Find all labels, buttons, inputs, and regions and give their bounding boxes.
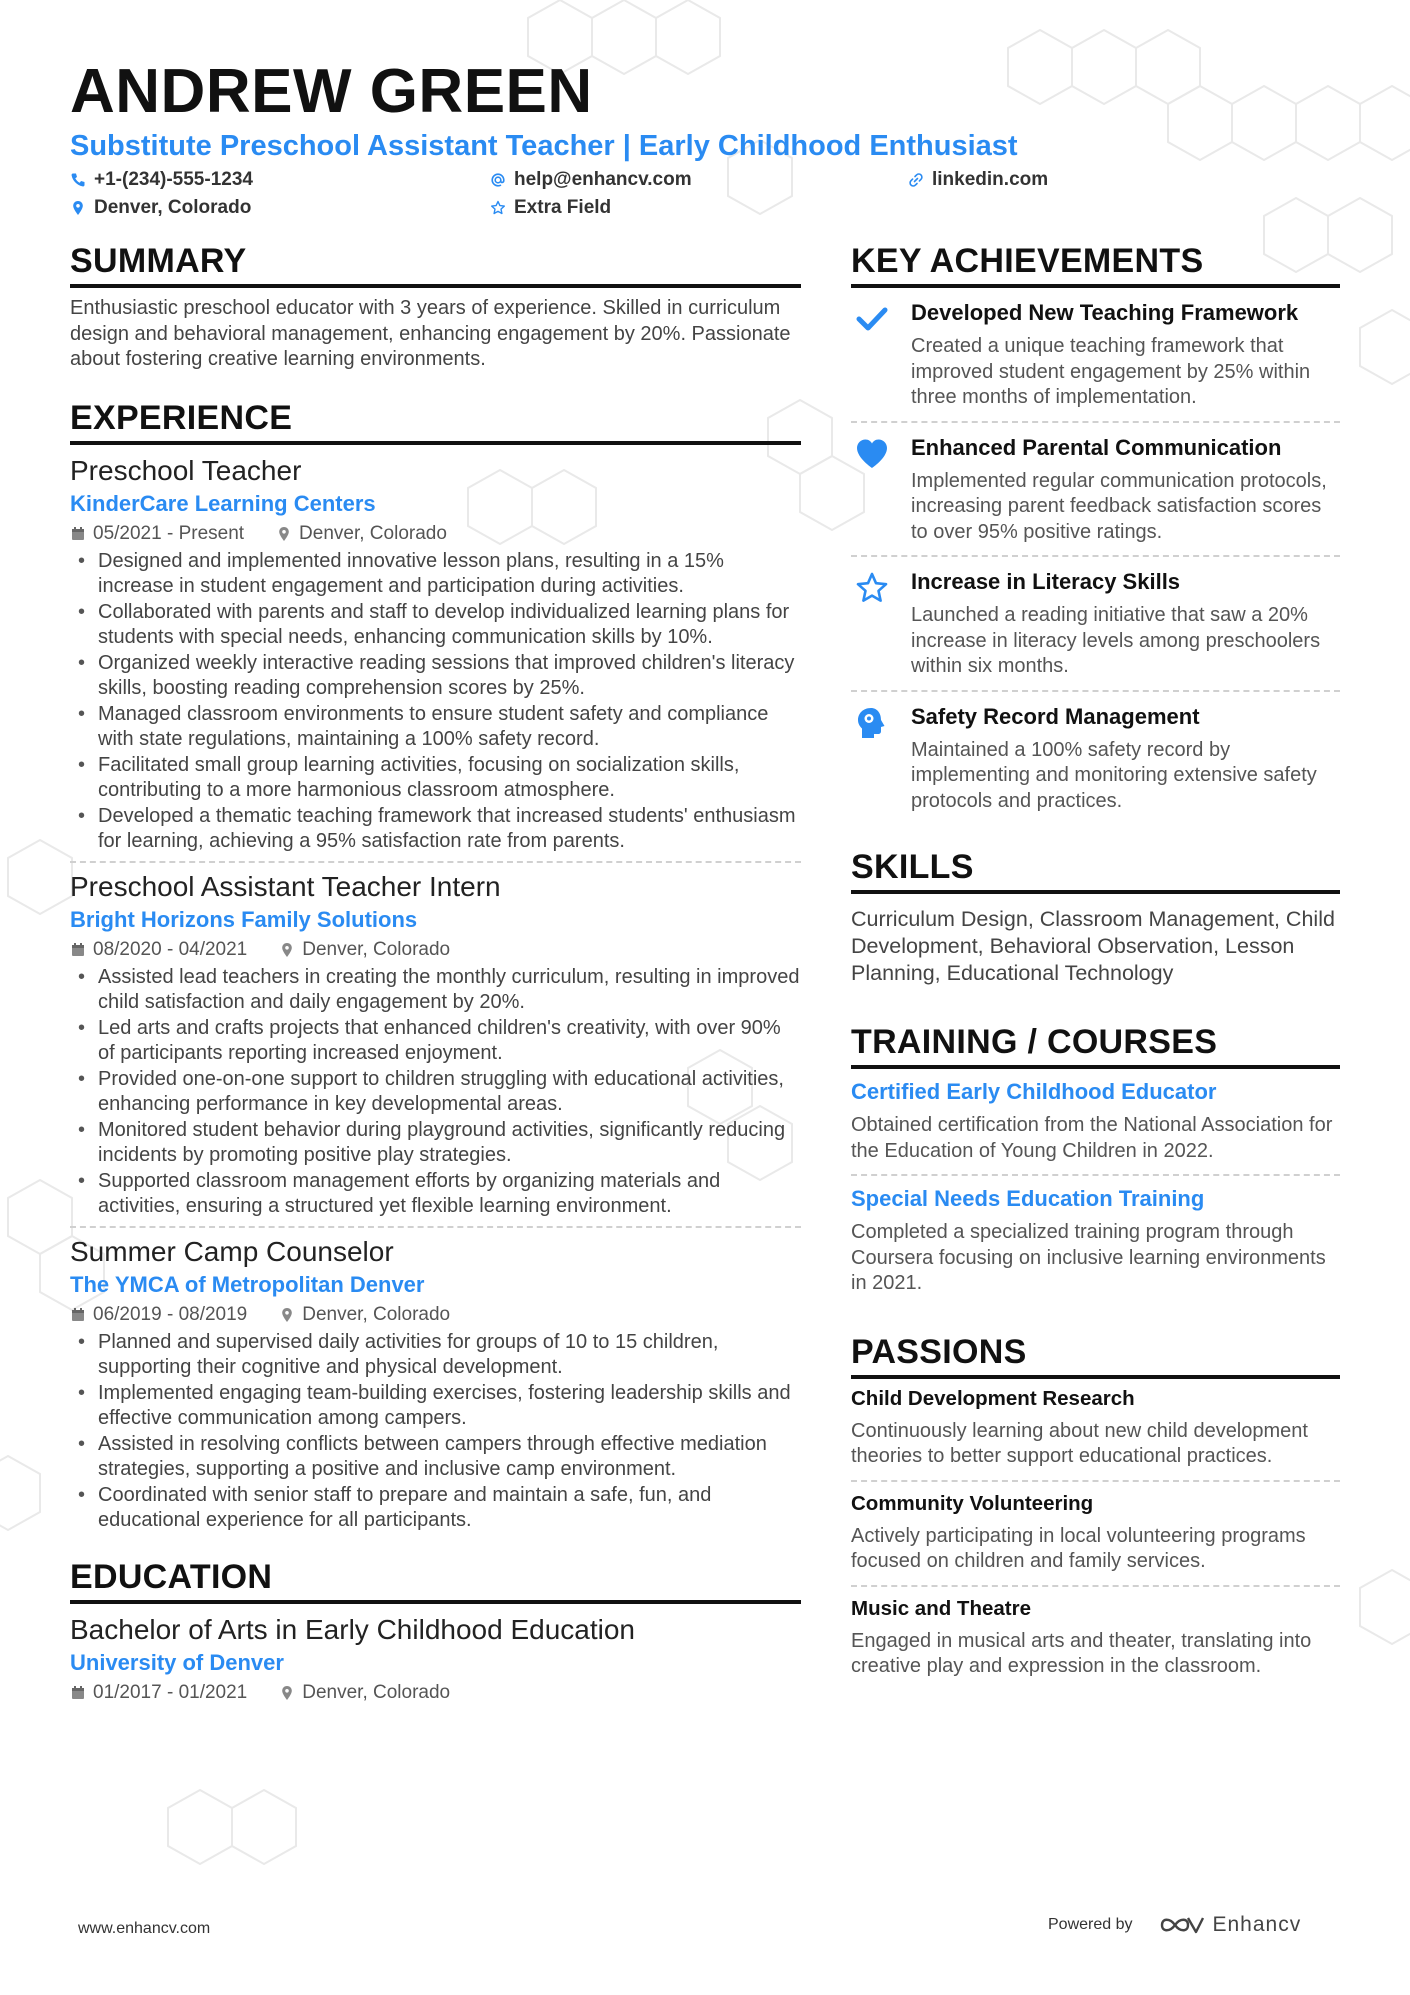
bullet: • Organized weekly interactive reading sessions that improved children's literacy skills, boosting reading comprehension scores by 25%. <box>70 651 801 702</box>
bullet: • Facilitated small group learning activities, focusing on socialization skills, contributing to a more harmonious classroom atmosphere. <box>70 753 801 804</box>
star-outline-icon <box>490 200 506 216</box>
achievement-desc: Implemented regular communication protocols, increasing parent feedback satisfaction scores to over 95% positive ratings. <box>911 469 1327 543</box>
bullet: • Developed a thematic teaching framework that increased students' enthusiasm for learning, achieving a 95% satisfaction rate from parents. <box>70 804 801 855</box>
education-entry <box>70 1604 801 1706</box>
training-title: Certified Early Childhood Educator <box>851 1079 1217 1104</box>
location-pin-icon <box>276 526 292 542</box>
footer-powered-by <box>1048 1912 1301 1938</box>
school: University of Denver <box>70 1649 284 1675</box>
bullet: • Assisted lead teachers in creating the monthly curriculum, resulting in improved child satisfaction and daily engagement by 20%. <box>70 965 801 1016</box>
brand-name: Enhancv <box>1212 1913 1302 1936</box>
achievement-title: Safety Record Management <box>911 703 1200 729</box>
achievement-item <box>851 692 1340 825</box>
job-meta <box>70 1302 801 1328</box>
passion-title: Community Volunteering <box>851 1491 1094 1515</box>
candidate-title: Substitute Preschool Assistant Teacher | Early Childhood Enthusiast <box>70 130 1018 162</box>
education-location: Denver, Colorado <box>302 1681 451 1703</box>
email-address: help@enhancv.com <box>514 169 692 190</box>
experience-entry <box>70 445 801 863</box>
job-dates: 06/2019 - 08/2019 <box>93 1303 248 1325</box>
bullet: • Managed classroom environments to ensure student safety and compliance with state regulations, maintaining a 100% safety record. <box>70 702 801 753</box>
training-title: Special Needs Education Training <box>851 1186 1205 1211</box>
skills-text: Curriculum Design, Classroom Management, Child Development, Behavioral Observation, Lesson Planning, Educational Technology <box>851 907 1335 985</box>
check-icon <box>855 302 889 336</box>
job-bullets <box>70 965 801 1220</box>
bullet: • Designed and implemented innovative lesson plans, resulting in a 15% increase in student engagement and participation during activities. <box>70 549 801 600</box>
achievement-item <box>851 423 1340 558</box>
bullet: • Provided one-on-one support to children struggling with educational activities, enhancing performance in key developmental areas. <box>70 1067 801 1118</box>
training-desc: Completed a specialized training program through Coursera focusing on inclusive learning environments in 2021. <box>851 1221 1326 1294</box>
summary-text: Enthusiastic preschool educator with 3 years of experience. Skilled in curriculum design and behavioral management, enhancing engagement by 20%. Passionate about fostering creative learning environments. <box>70 297 791 370</box>
bullet: • Planned and supervised daily activities for groups of 10 to 15 children, supporting their cognitive and physical development. <box>70 1330 801 1381</box>
brain-head-icon <box>855 706 889 740</box>
job-company: The YMCA of Metropolitan Denver <box>70 1271 425 1297</box>
education-meta <box>70 1680 801 1706</box>
linkedin-link: linkedin.com <box>932 169 1049 190</box>
passion-title: Child Development Research <box>851 1386 1135 1410</box>
location-pin-icon <box>279 1685 295 1701</box>
contact-phone[interactable] <box>70 168 253 192</box>
at-sign-icon <box>490 172 506 188</box>
experience-entry <box>70 1228 801 1534</box>
skills-heading: SKILLS <box>851 846 1340 894</box>
right-column <box>851 240 1340 1680</box>
job-dates: 08/2020 - 04/2021 <box>93 938 248 960</box>
location-pin-icon <box>279 1307 295 1323</box>
job-company: KinderCare Learning Centers <box>70 490 376 516</box>
skills-section <box>851 846 1340 987</box>
experience-section <box>70 397 801 1534</box>
phone-icon <box>70 172 86 188</box>
calendar-icon <box>70 1685 86 1701</box>
achievements-heading: KEY ACHIEVEMENTS <box>851 240 1340 288</box>
passion-item <box>851 1482 1340 1587</box>
summary-section <box>70 240 801 373</box>
bullet: • Collaborated with parents and staff to develop individualized learning plans for students with special needs, enhancing communication skills by 10%. <box>70 600 801 651</box>
contact-extra <box>490 196 611 220</box>
job-role: Preschool Teacher <box>70 454 302 486</box>
enhancv-logo-icon <box>1159 1912 1205 1938</box>
job-meta <box>70 521 801 547</box>
left-column <box>70 240 801 1706</box>
job-meta <box>70 937 801 963</box>
calendar-icon <box>70 526 86 542</box>
contact-location <box>70 196 251 220</box>
contact-linkedin[interactable] <box>908 168 1048 192</box>
extra-field-text: Extra Field <box>514 197 612 218</box>
experience-entry <box>70 863 801 1228</box>
achievements-section <box>851 240 1340 824</box>
job-bullets <box>70 1330 801 1534</box>
job-bullets <box>70 549 801 855</box>
achievement-desc: Created a unique teaching framework that improved student engagement by 25% within three months of implementation. <box>911 335 1311 408</box>
job-location: Denver, Colorado <box>299 522 447 544</box>
training-item <box>851 1069 1340 1176</box>
bullet: • Coordinated with senior staff to prepare and maintain a safe, fun, and educational experience for all participants. <box>70 1483 801 1534</box>
calendar-icon <box>70 942 86 958</box>
passion-desc: Continuously learning about new child development theories to better support educational practices. <box>851 1419 1308 1467</box>
passion-desc: Actively participating in local volunteering programs focused on children and family services. <box>851 1524 1306 1572</box>
training-desc: Obtained certification from the National Association for the Education of Young Children in 2022. <box>851 1114 1333 1162</box>
location-pin-icon <box>279 942 295 958</box>
education-dates: 01/2017 - 01/2021 <box>93 1681 248 1703</box>
passion-desc: Engaged in musical arts and theater, translating into creative play and expression in the classroom. <box>851 1629 1312 1677</box>
passions-heading: PASSIONS <box>851 1331 1340 1379</box>
achievement-desc: Maintained a 100% safety record by implementing and monitoring extensive safety protocols and practices. <box>911 738 1317 812</box>
achievement-title: Enhanced Parental Communication <box>911 434 1282 460</box>
passion-item <box>851 1379 1340 1482</box>
bullet: • Monitored student behavior during playground activities, significantly reducing incidents by promoting positive play strategies. <box>70 1118 801 1169</box>
achievement-item <box>851 288 1340 423</box>
job-location: Denver, Colorado <box>302 1303 451 1325</box>
achievement-title: Increase in Literacy Skills <box>911 569 1181 594</box>
calendar-icon <box>70 1307 86 1323</box>
bullet: • Implemented engaging team-building exercises, fostering leadership skills and effective communication among campers. <box>70 1381 801 1432</box>
training-heading: TRAINING / COURSES <box>851 1021 1340 1069</box>
enhancv-logo[interactable] <box>1159 1912 1302 1938</box>
passion-item <box>851 1587 1340 1680</box>
job-role: Summer Camp Counselor <box>70 1235 394 1267</box>
job-role: Preschool Assistant Teacher Intern <box>70 870 501 902</box>
training-item <box>851 1176 1340 1297</box>
training-section <box>851 1021 1340 1297</box>
location-text: Denver, Colorado <box>94 197 252 218</box>
passions-section <box>851 1331 1340 1680</box>
heart-icon <box>855 437 889 471</box>
link-icon <box>908 172 924 188</box>
degree: Bachelor of Arts in Early Childhood Education <box>70 1613 635 1645</box>
education-heading: EDUCATION <box>70 1556 801 1604</box>
education-section <box>70 1556 801 1706</box>
location-pin-icon <box>70 200 86 216</box>
job-location: Denver, Colorado <box>302 938 451 960</box>
powered-by-label: Powered by <box>1048 1916 1133 1933</box>
bullet: • Assisted in resolving conflicts between campers through effective mediation strategies, supporting a positive and inclusive camp environment. <box>70 1432 801 1483</box>
star-icon <box>855 571 889 605</box>
achievement-desc: Launched a reading initiative that saw a 20% increase in literacy levels among preschoolers within six months. <box>911 604 1321 677</box>
job-dates: 05/2021 - Present <box>93 522 245 544</box>
bullet: • Led arts and crafts projects that enhanced children's creativity, with over 90% of participants reporting increased enjoyment. <box>70 1016 801 1067</box>
achievement-title: Developed New Teaching Framework <box>911 300 1299 325</box>
job-company: Bright Horizons Family Solutions <box>70 906 418 932</box>
bullet: • Supported classroom management efforts by organizing materials and activities, ensuring a structured yet flexible learning environment. <box>70 1169 801 1220</box>
passion-title: Music and Theatre <box>851 1596 1031 1620</box>
summary-heading: SUMMARY <box>70 240 801 288</box>
contact-email[interactable] <box>490 168 692 192</box>
candidate-name: ANDREW GREEN <box>70 57 593 126</box>
experience-heading: EXPERIENCE <box>70 397 801 445</box>
phone-number: +1-(234)-555-1234 <box>94 169 253 190</box>
footer-website[interactable]: www.enhancv.com <box>78 1920 211 1937</box>
achievement-item <box>851 557 1340 692</box>
